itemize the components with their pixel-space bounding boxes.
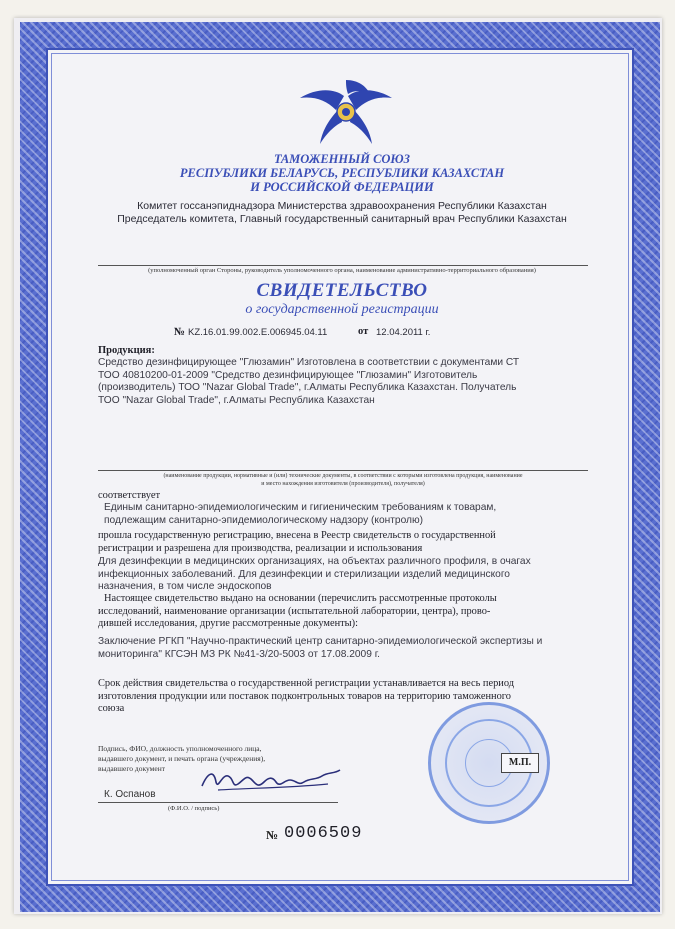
validity-line-1: Срок действия свидетельства о государственной регистрации устанавливается на весь период — [98, 678, 515, 689]
compliance-label: соответствует — [98, 490, 161, 501]
basis-doc-line-1: Заключение РГКП "Научно-практический центр санитарно-эпидемиологической экспертизы и — [98, 636, 543, 647]
serial-label: № — [266, 828, 279, 842]
product-line-3: (производитель) ТОО "Nazar Global Trade", г.Алматы Республика Казахстан. Получатель — [98, 382, 517, 394]
usage-line-2: инфекционных заболеваний. Для дезинфекции и стерилизации изделий медицинского — [98, 568, 510, 580]
product-description — [98, 357, 598, 407]
compliance-text — [104, 502, 594, 527]
product-line-2: ТОО 40810200-01-2009 "Средство дезинфицирующее "Глюзамин" Изготовитель — [98, 369, 478, 381]
registration-date: 12.04.2011 г. — [376, 327, 431, 338]
usage-line-1: Для дезинфекции в медицинских организациях, на объектах различного профиля, в очагах — [98, 556, 531, 567]
issuer-caption: (уполномоченный орган Стороны, руководитель уполномоченного органа, наименование административно-территориального образования) — [148, 267, 536, 274]
registry-text — [98, 530, 598, 555]
issuer-line-2: Председатель комитета, Главный государственный санитарный врач Республики Казахстан — [117, 213, 567, 225]
org-line-2: РЕСПУБЛИКИ БЕЛАРУСЬ, РЕСПУБЛИКИ КАЗАХСТАН — [179, 166, 505, 180]
validity-line-2: изготовления продукции или поставок подконтрольных товаров на территорию таможенного — [98, 690, 511, 702]
product-line-4: ТОО "Nazar Global Trade", г.Алматы Республика Казахстан — [98, 394, 375, 406]
stamp-mp-label: М.П. — [501, 753, 539, 773]
org-line-3: И РОССИЙСКОЙ ФЕДЕРАЦИИ — [250, 180, 434, 194]
basis-documents — [98, 636, 598, 661]
validity-line-3: союза — [98, 703, 125, 715]
signature-caption-2: выдавшего документ, и печать органа (учреждения), — [98, 754, 266, 763]
signature-icon — [198, 762, 348, 796]
product-caption-2: и место нахождения изготовителя (производителя), получателя) — [261, 481, 425, 487]
serial-number: 0006509 — [284, 824, 363, 843]
certificate-title: СВИДЕТЕЛЬСТВО — [256, 280, 428, 301]
product-caption-1: (наименование продукции, нормативные и (или) технические документы, в соответствии с которыми изготовлена продукция, наименование — [163, 473, 523, 479]
basis-line-2: исследований, наименование организации (испытательной лаборатории, центра), прово- — [98, 605, 491, 617]
registration-date-label: от — [358, 326, 369, 337]
certificate-body — [46, 48, 634, 886]
signature-caption-3: выдавшего документ — [98, 764, 166, 773]
compliance-line-1: Единым санитарно-эпидемиологическим и гигиеническим требованиям к товарам, — [104, 502, 497, 513]
signatory-name: К. Оспанов — [104, 789, 156, 800]
org-line-1: ТАМОЖЕННЫЙ СОЮЗ — [274, 152, 410, 166]
usage-text — [98, 556, 598, 594]
product-label: Продукция: — [98, 345, 155, 356]
basis-line-3: дившей исследования, другие рассмотренные документы): — [98, 618, 359, 630]
customs-union-emblem-icon — [296, 74, 396, 150]
issuer-line-1: Комитет госсанэпиднадзора Министерства здравоохранения Республики Казахстан — [137, 200, 547, 212]
product-underline — [98, 470, 588, 471]
registration-number: KZ.16.01.99.002.E.006945.04.11 — [188, 327, 328, 338]
registration-number-label: № — [174, 326, 186, 338]
signature-name-caption: (Ф.И.О. / подпись) — [168, 805, 220, 812]
basis-text — [98, 593, 598, 631]
registry-line-2: регистрации и разрешена для производства, реализации и использования — [98, 542, 423, 554]
signature-underline — [98, 802, 338, 803]
registry-line-1: прошла государственную регистрацию, внесена в Реестр свидетельств о государственной — [98, 530, 496, 541]
basis-doc-line-2: мониторинга" КГСЭН МЗ РК №41-3/20-5003 от 17.08.2009 г. — [98, 648, 380, 660]
official-stamp — [428, 702, 550, 824]
basis-line-1: Настоящее свидетельство выдано на основании (перечислить рассмотренные протоколы — [104, 593, 497, 604]
signature-caption-1: Подпись, ФИО, должность уполномоченного лица, — [98, 744, 262, 753]
product-line-1: Средство дезинфицирующее "Глюзамин" Изготовлена в соответствии с документами СТ — [98, 357, 520, 368]
compliance-line-2: подлежащим санитарно-эпидемиологическому надзору (контролю) — [104, 514, 424, 526]
issuer-underline — [98, 265, 588, 266]
validity-text — [98, 678, 598, 716]
usage-line-3: назначения, в том числе эндоскопов — [98, 581, 272, 593]
certificate-subtitle: о государственной регистрации — [245, 302, 439, 317]
